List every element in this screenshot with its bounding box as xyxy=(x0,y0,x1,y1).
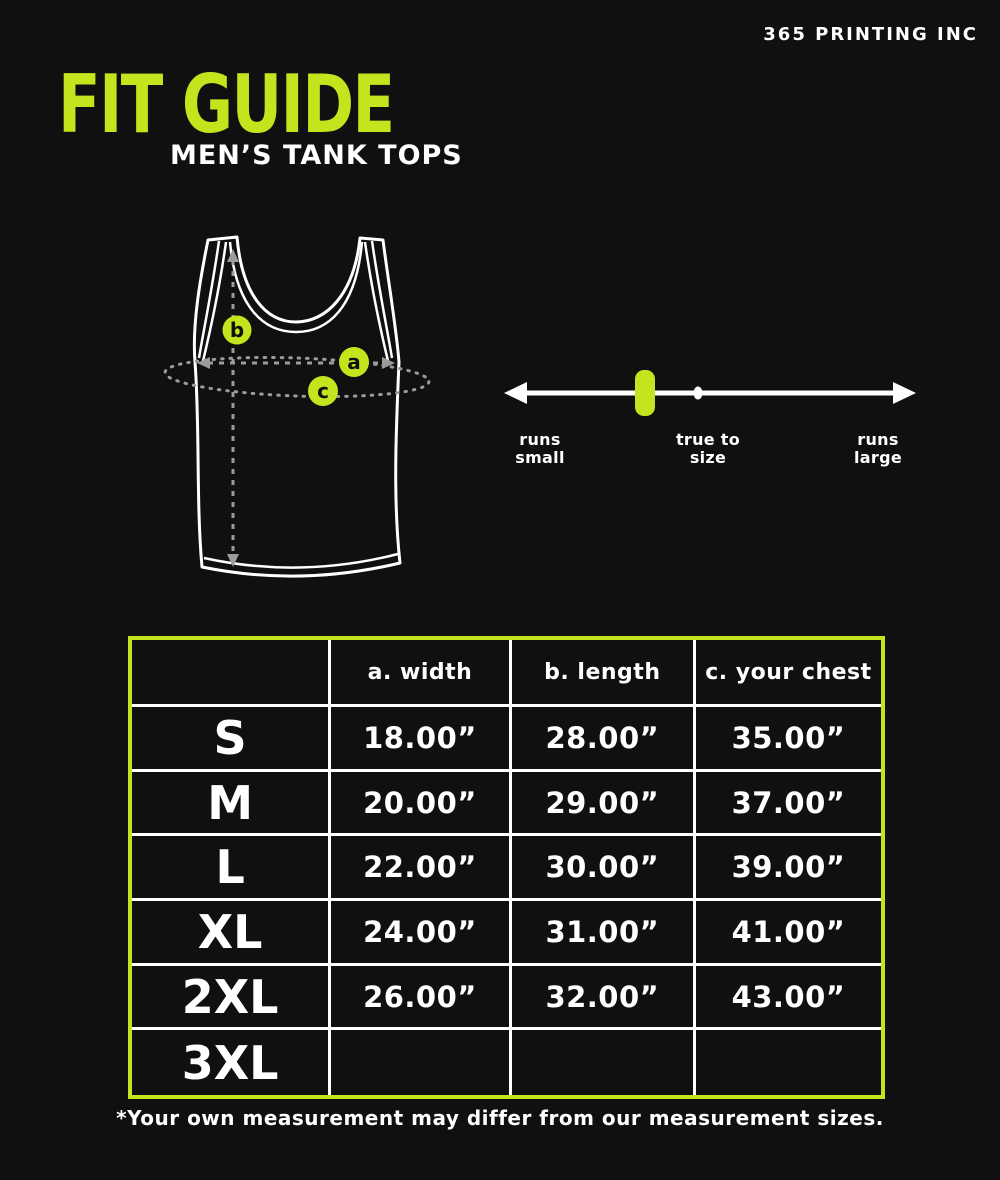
table-header-width: a. width xyxy=(331,640,512,707)
table-header-chest: c. your chest xyxy=(696,640,881,707)
table-cell-chest: 39.00” xyxy=(696,836,881,901)
brand-name: 365 PRINTING INC xyxy=(763,24,978,45)
table-cell-width xyxy=(331,1030,512,1095)
scale-label-true-to-size: true to size xyxy=(675,430,741,467)
tank-outline xyxy=(194,237,400,576)
table-cell-width: 26.00” xyxy=(331,966,512,1031)
table-cell-size: S xyxy=(132,707,331,772)
fit-scale-arrow-left xyxy=(504,382,527,404)
table-cell-size: XL xyxy=(132,901,331,966)
marker-c-label: c xyxy=(317,379,329,403)
fit-scale-center-dot xyxy=(694,387,703,400)
table-cell-length: 32.00” xyxy=(512,966,696,1031)
marker-c xyxy=(308,376,338,406)
marker-a xyxy=(339,347,369,377)
table-cell-chest: 37.00” xyxy=(696,772,881,837)
scale-label-runs-small: runs small xyxy=(515,430,565,467)
table-cell-length: 29.00” xyxy=(512,772,696,837)
table-cell-size: 3XL xyxy=(132,1030,331,1095)
table-header-blank xyxy=(132,640,331,707)
tank-top-diagram xyxy=(150,220,480,610)
table-cell-width: 20.00” xyxy=(331,772,512,837)
table-cell-width: 18.00” xyxy=(331,707,512,772)
table-cell-length xyxy=(512,1030,696,1095)
page-subtitle: MEN’S TANK TOPS xyxy=(170,140,463,171)
table-cell-size: L xyxy=(132,836,331,901)
table-cell-chest: 43.00” xyxy=(696,966,881,1031)
table-cell-chest xyxy=(696,1030,881,1095)
table-cell-length: 31.00” xyxy=(512,901,696,966)
table-cell-width: 24.00” xyxy=(331,901,512,966)
size-table xyxy=(128,636,885,1099)
table-cell-chest: 35.00” xyxy=(696,707,881,772)
table-cell-width: 22.00” xyxy=(331,836,512,901)
fit-scale-arrow-right xyxy=(893,382,916,404)
table-cell-chest: 41.00” xyxy=(696,901,881,966)
fit-scale-marker xyxy=(635,370,655,416)
table-cell-length: 28.00” xyxy=(512,707,696,772)
scale-label-runs-large: runs large xyxy=(854,430,902,467)
marker-b-label: b xyxy=(229,318,245,342)
table-cell-size: M xyxy=(132,772,331,837)
table-header-length: b. length xyxy=(512,640,696,707)
fit-scale xyxy=(500,358,920,430)
marker-a-label: a xyxy=(347,350,361,374)
marker-b xyxy=(223,316,252,345)
footnote: *Your own measurement may differ from our measurement sizes. xyxy=(116,1106,884,1130)
page-title: FIT GUIDE xyxy=(58,58,394,151)
table-cell-size: 2XL xyxy=(132,966,331,1031)
table-cell-length: 30.00” xyxy=(512,836,696,901)
